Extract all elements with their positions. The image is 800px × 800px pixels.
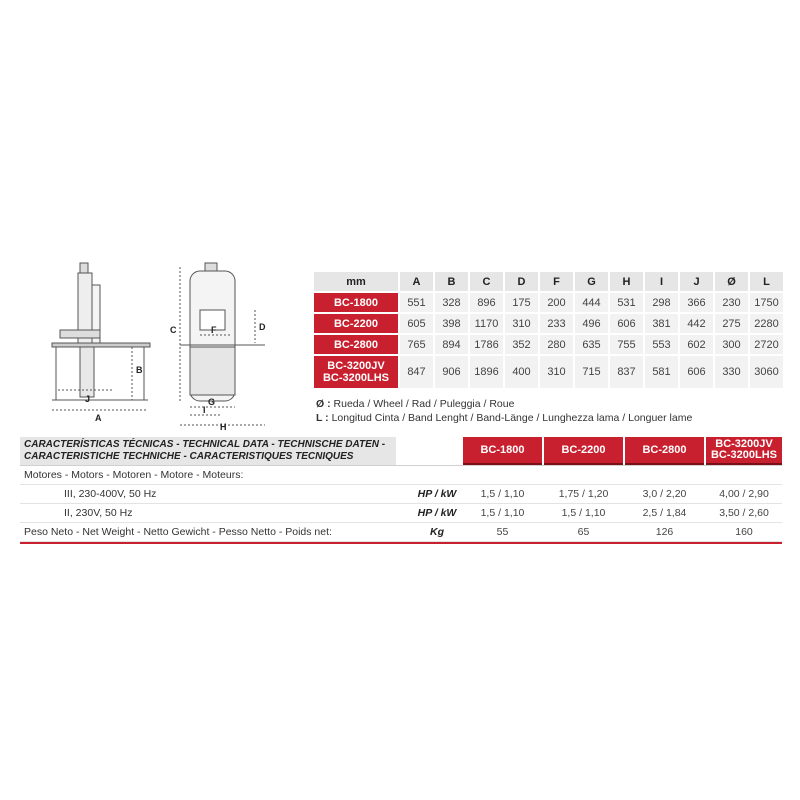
table-cell: 442 [680, 314, 713, 333]
table-cell: 1,5 / 1,10 [480, 507, 525, 519]
model-cell: BC-2200 [314, 314, 398, 333]
diagram-label-g: G [208, 397, 216, 407]
model-header-bc-1800: BC-1800 [463, 437, 542, 465]
model-name: BC-3200JV [715, 438, 773, 450]
table-cell: 551 [400, 293, 433, 312]
note-wheel [316, 397, 692, 411]
dim-header-b: B [435, 272, 468, 291]
dim-header-j: J [680, 272, 713, 291]
dim-header-h: H [610, 272, 643, 291]
table-cell: 531 [610, 293, 643, 312]
table-cell: 1170 [470, 314, 503, 333]
model-name-alt: BC-3200LHS [710, 449, 778, 461]
row-label: Peso Neto - Net Weight - Netto Gewicht - Pesso Netto - Poids net: [24, 526, 332, 538]
table-cell: 381 [645, 314, 678, 333]
table-cell: 330 [715, 356, 748, 388]
model-cell: BC-1800 [314, 293, 398, 312]
row-unit: HP / kW [417, 488, 457, 500]
table-cell: 230 [715, 293, 748, 312]
diagram-label-j: J [85, 394, 91, 404]
table-row [20, 504, 782, 523]
table-cell: 1,5 / 1,10 [561, 507, 606, 519]
table-bottom-rule [20, 542, 782, 544]
dim-header-wheel: Ø [715, 272, 748, 291]
table-cell: 602 [680, 335, 713, 354]
table-cell: 847 [400, 356, 433, 388]
dim-header-f: F [540, 272, 573, 291]
table-cell: 896 [470, 293, 503, 312]
model-header-bc-2200: BC-2200 [544, 437, 623, 465]
table-row [314, 293, 783, 312]
note-key: L : [316, 412, 329, 424]
row-label: III, 230-400V, 50 Hz [64, 488, 157, 500]
diagram-label-i: I [203, 405, 206, 415]
model-name-alt: BC-3200LHS [322, 372, 390, 384]
model-header-bc-2800: BC-2800 [625, 437, 704, 465]
table-cell: 605 [400, 314, 433, 333]
dim-header-c: C [470, 272, 503, 291]
table-cell: 906 [435, 356, 468, 388]
table-row [20, 523, 782, 542]
table-cell: 1,5 / 1,10 [480, 488, 525, 500]
table-cell: 444 [575, 293, 608, 312]
dimensions-unit-header: mm [314, 272, 398, 291]
table-cell: 606 [680, 356, 713, 388]
note-key: Ø : [316, 398, 331, 410]
table-cell: 553 [645, 335, 678, 354]
table-cell: 298 [645, 293, 678, 312]
table-row [314, 314, 783, 333]
table-cell: 160 [735, 526, 753, 538]
table-cell: 300 [715, 335, 748, 354]
model-name: BC-3200JV [327, 360, 385, 372]
table-cell: 606 [610, 314, 643, 333]
table-cell: 1750 [750, 293, 783, 312]
table-cell: 310 [540, 356, 573, 388]
model-cell [314, 356, 398, 388]
title-line: CARACTERÍSTICAS TÉCNICAS - TECHNICAL DATA - TECHNISCHE DATEN - [24, 439, 386, 450]
diagram-label-d: D [259, 322, 266, 332]
note-text: Rueda / Wheel / Rad / Puleggia / Roue [333, 398, 515, 410]
table-row [314, 356, 783, 388]
diagram-label-h: H [220, 422, 227, 430]
dim-header-g: G [575, 272, 608, 291]
model-cell: BC-2800 [314, 335, 398, 354]
table-row [314, 335, 783, 354]
table-cell: 3,0 / 2,20 [642, 488, 687, 500]
title-line: CARACTERISTICHE TECHNICHE - CARACTERISTIQUES TECNIQUES [24, 451, 354, 462]
table-cell: 328 [435, 293, 468, 312]
dim-header-a: A [400, 272, 433, 291]
table-cell: 755 [610, 335, 643, 354]
table-cell: 894 [435, 335, 468, 354]
model-header-bc-3200 [706, 437, 782, 465]
table-cell: 496 [575, 314, 608, 333]
table-row [20, 465, 782, 485]
table-cell: 1,75 / 1,20 [558, 488, 609, 500]
table-cell: 310 [505, 314, 538, 333]
table-cell: 581 [645, 356, 678, 388]
table-cell: 400 [505, 356, 538, 388]
table-cell: 126 [655, 526, 674, 538]
row-unit: HP / kW [417, 507, 457, 519]
table-cell: 2,5 / 1,84 [642, 507, 687, 519]
table-row [20, 485, 782, 504]
note-band-length [316, 411, 692, 425]
technical-data-table [20, 437, 782, 544]
table-cell: 366 [680, 293, 713, 312]
note-text: Longitud Cinta / Band Lenght / Band-Länge / Lunghezza lama / Longuer lame [331, 412, 693, 424]
table-cell: 175 [505, 293, 538, 312]
row-label: II, 230V, 50 Hz [64, 507, 133, 519]
dim-header-i: I [645, 272, 678, 291]
table-cell: 765 [400, 335, 433, 354]
diagram-label-b: B [136, 365, 143, 375]
table-cell: 3060 [750, 356, 783, 388]
table-cell: 837 [610, 356, 643, 388]
diagram-label-a: A [95, 413, 102, 423]
diagram-label-c: C [170, 325, 177, 335]
dimensions-header-row [314, 272, 783, 291]
machine-dimension-drawing [40, 255, 310, 430]
table-cell: 1896 [470, 356, 503, 388]
table-cell: 65 [577, 526, 590, 538]
table-cell: 4,00 / 2,90 [719, 488, 769, 500]
technical-data-title [20, 437, 396, 465]
table-cell: 2720 [750, 335, 783, 354]
legend-notes [316, 397, 692, 425]
technical-data-header [20, 437, 782, 465]
diagram-label-f: F [211, 325, 217, 335]
table-cell: 280 [540, 335, 573, 354]
table-cell: 715 [575, 356, 608, 388]
table-cell: 55 [496, 526, 509, 538]
row-label: Motores - Motors - Motoren - Motore - Moteurs: [24, 469, 244, 481]
table-cell: 2280 [750, 314, 783, 333]
dimensions-table [312, 270, 785, 390]
table-cell: 352 [505, 335, 538, 354]
dim-header-l: L [750, 272, 783, 291]
table-cell: 635 [575, 335, 608, 354]
table-cell: 1786 [470, 335, 503, 354]
row-unit: Kg [430, 526, 444, 538]
table-cell: 275 [715, 314, 748, 333]
table-cell: 200 [540, 293, 573, 312]
table-cell: 3,50 / 2,60 [719, 507, 769, 519]
table-cell: 398 [435, 314, 468, 333]
dim-header-d: D [505, 272, 538, 291]
table-cell: 233 [540, 314, 573, 333]
